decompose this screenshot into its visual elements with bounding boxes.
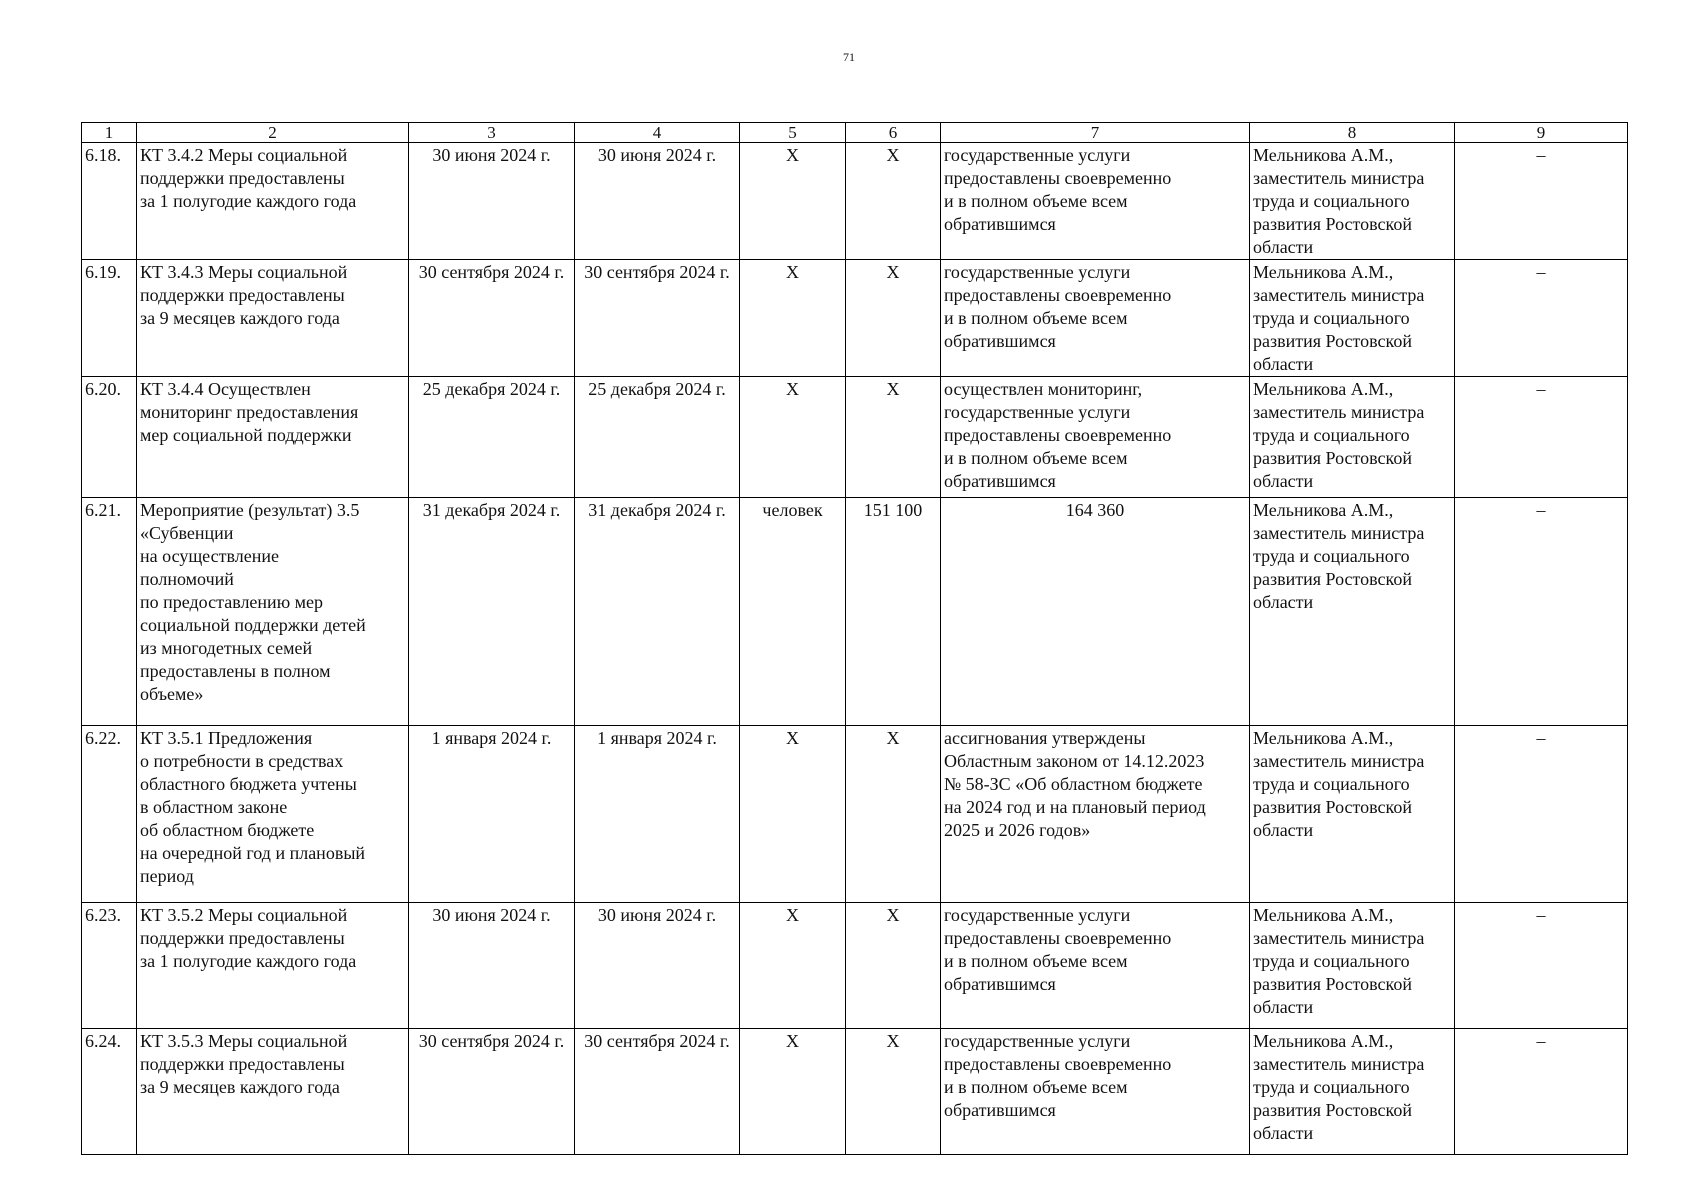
table-row [82, 1029, 1628, 1155]
responsible-line: области [1253, 354, 1314, 374]
plan-date: 30 сентября 2024 г. [409, 260, 575, 377]
responsible-line: области [1253, 997, 1314, 1017]
unit: X [740, 1029, 846, 1155]
row-number: 6.23. [82, 903, 137, 1029]
note: – [1455, 903, 1628, 1029]
desc-line: поддержки предоставлены [140, 928, 345, 948]
responsible-line: труда и социального [1253, 191, 1410, 211]
desc-line: предоставлены в полном [140, 661, 331, 681]
responsible-line: области [1253, 592, 1314, 612]
table-row [82, 498, 1628, 726]
unit: X [740, 726, 846, 903]
responsible-person [1250, 903, 1455, 1029]
responsible-line: труда и социального [1253, 425, 1410, 445]
desc-line: за 9 месяцев каждого года [140, 1077, 340, 1097]
desc-line: мер социальной поддержки [140, 425, 352, 445]
desc-line: в областном законе [140, 797, 288, 817]
result-line: государственные услуги [944, 905, 1131, 925]
responsible-line: Мельникова А.М., [1253, 1031, 1394, 1051]
responsible-line: труда и социального [1253, 308, 1410, 328]
actual-date: 1 января 2024 г. [575, 726, 740, 903]
responsible-line: развития Ростовской [1253, 214, 1412, 234]
responsible-line: развития Ростовской [1253, 1100, 1412, 1120]
responsible-line: заместитель министра [1253, 751, 1425, 771]
desc-line: по предоставлению мер [140, 592, 324, 612]
result-line: и в полном объеме всем [944, 308, 1128, 328]
responsible-line: развития Ростовской [1253, 331, 1412, 351]
planned-value: X [846, 726, 941, 903]
plan-table [81, 122, 1628, 1155]
actual-date: 30 июня 2024 г. [575, 143, 740, 260]
desc-line: полномочий [140, 569, 234, 589]
result-description [941, 903, 1250, 1029]
responsible-line: Мельникова А.М., [1253, 379, 1394, 399]
desc-line: «Субвенции [140, 523, 234, 543]
responsible-line: Мельникова А.М., [1253, 728, 1394, 748]
result-line: предоставлены своевременно [944, 425, 1172, 445]
desc-line: поддержки предоставлены [140, 1054, 345, 1074]
note: – [1455, 498, 1628, 726]
result-line: государственные услуги [944, 262, 1131, 282]
result-description [941, 377, 1250, 498]
result-line: и в полном объеме всем [944, 951, 1128, 971]
result-description [941, 143, 1250, 260]
column-number: 8 [1250, 123, 1455, 143]
responsible-person [1250, 260, 1455, 377]
column-number: 5 [740, 123, 846, 143]
result-line: государственные услуги [944, 402, 1131, 422]
unit: X [740, 377, 846, 498]
responsible-line: развития Ростовской [1253, 974, 1412, 994]
responsible-line: заместитель министра [1253, 285, 1425, 305]
responsible-line: области [1253, 1123, 1314, 1143]
responsible-line: заместитель министра [1253, 928, 1425, 948]
responsible-line: области [1253, 471, 1314, 491]
desc-line: об областном бюджете [140, 820, 315, 840]
desc-line: за 9 месяцев каждого года [140, 308, 340, 328]
responsible-person [1250, 1029, 1455, 1155]
plan-date: 30 сентября 2024 г. [409, 1029, 575, 1155]
plan-date: 30 июня 2024 г. [409, 903, 575, 1029]
desc-line: на очередной год и плановый [140, 843, 366, 863]
result-line: на 2024 год и на плановый период [944, 797, 1206, 817]
note: – [1455, 726, 1628, 903]
desc-line: КТ 3.5.2 Меры социальной [140, 905, 348, 925]
result-line: предоставлены своевременно [944, 168, 1172, 188]
unit: X [740, 903, 846, 1029]
desc-line: КТ 3.5.1 Предложения [140, 728, 313, 748]
desc-line: объеме» [140, 684, 204, 704]
actual-date: 30 сентября 2024 г. [575, 260, 740, 377]
responsible-line: развития Ростовской [1253, 569, 1412, 589]
responsible-line: области [1253, 237, 1314, 257]
planned-value: X [846, 260, 941, 377]
note: – [1455, 143, 1628, 260]
responsible-person [1250, 498, 1455, 726]
row-description [137, 498, 409, 726]
desc-line: областного бюджета учтены [140, 774, 357, 794]
responsible-line: заместитель министра [1253, 402, 1425, 422]
column-number: 6 [846, 123, 941, 143]
row-description [137, 726, 409, 903]
row-number: 6.19. [82, 260, 137, 377]
result-description [941, 726, 1250, 903]
result-line: обратившимся [944, 471, 1056, 491]
responsible-line: труда и социального [1253, 1077, 1410, 1097]
column-number-row [82, 123, 1628, 143]
responsible-line: Мельникова А.М., [1253, 500, 1394, 520]
column-number: 1 [82, 123, 137, 143]
desc-line: мониторинг предоставления [140, 402, 359, 422]
responsible-line: области [1253, 820, 1314, 840]
responsible-person [1250, 143, 1455, 260]
result-line: ассигнования утверждены [944, 728, 1146, 748]
table-row [82, 143, 1628, 260]
result-line: осуществлен мониторинг, [944, 379, 1143, 399]
row-description [137, 903, 409, 1029]
unit: X [740, 260, 846, 377]
actual-date: 25 декабря 2024 г. [575, 377, 740, 498]
desc-line: социальной поддержки детей [140, 615, 366, 635]
row-description [137, 143, 409, 260]
responsible-line: развития Ростовской [1253, 797, 1412, 817]
plan-date: 25 декабря 2024 г. [409, 377, 575, 498]
desc-line: поддержки предоставлены [140, 285, 345, 305]
table-row [82, 377, 1628, 498]
planned-value: 151 100 [846, 498, 941, 726]
desc-line: период [140, 866, 194, 886]
plan-date: 31 декабря 2024 г. [409, 498, 575, 726]
result-line: Областным законом от 14.12.2023 [944, 751, 1205, 771]
plan-date: 30 июня 2024 г. [409, 143, 575, 260]
result-line: предоставлены своевременно [944, 1054, 1172, 1074]
result-line: № 58-ЗС «Об областном бюджете [944, 774, 1203, 794]
desc-line: КТ 3.4.3 Меры социальной [140, 262, 348, 282]
column-number: 2 [137, 123, 409, 143]
responsible-line: Мельникова А.М., [1253, 262, 1394, 282]
result-line: государственные услуги [944, 1031, 1131, 1051]
result-line: обратившимся [944, 214, 1056, 234]
row-number: 6.24. [82, 1029, 137, 1155]
result-line: обратившимся [944, 974, 1056, 994]
result-description [941, 260, 1250, 377]
responsible-line: Мельникова А.М., [1253, 905, 1394, 925]
responsible-line: Мельникова А.М., [1253, 145, 1394, 165]
unit: человек [740, 498, 846, 726]
note: – [1455, 377, 1628, 498]
desc-line: из многодетных семей [140, 638, 313, 658]
row-number: 6.21. [82, 498, 137, 726]
responsible-line: труда и социального [1253, 774, 1410, 794]
planned-value: X [846, 903, 941, 1029]
row-number: 6.18. [82, 143, 137, 260]
result-line: предоставлены своевременно [944, 928, 1172, 948]
responsible-person [1250, 377, 1455, 498]
table-row [82, 903, 1628, 1029]
column-number: 9 [1455, 123, 1628, 143]
column-number: 3 [409, 123, 575, 143]
responsible-person [1250, 726, 1455, 903]
row-description [137, 260, 409, 377]
result-description [941, 1029, 1250, 1155]
result-value: 164 360 [941, 498, 1250, 726]
result-line: обратившимся [944, 1100, 1056, 1120]
desc-line: о потребности в средствах [140, 751, 344, 771]
responsible-line: заместитель министра [1253, 523, 1425, 543]
desc-line: КТ 3.4.4 Осуществлен [140, 379, 311, 399]
desc-line: поддержки предоставлены [140, 168, 345, 188]
desc-line: Мероприятие (результат) 3.5 [140, 500, 360, 520]
page-number: 71 [843, 50, 855, 64]
planned-value: X [846, 377, 941, 498]
table-row [82, 260, 1628, 377]
planned-value: X [846, 1029, 941, 1155]
result-line: и в полном объеме всем [944, 191, 1128, 211]
column-number: 7 [941, 123, 1250, 143]
actual-date: 30 сентября 2024 г. [575, 1029, 740, 1155]
desc-line: КТ 3.4.2 Меры социальной [140, 145, 348, 165]
unit: X [740, 143, 846, 260]
row-description [137, 377, 409, 498]
result-line: обратившимся [944, 331, 1056, 351]
desc-line: за 1 полугодие каждого года [140, 191, 357, 211]
desc-line: КТ 3.5.3 Меры социальной [140, 1031, 348, 1051]
desc-line: за 1 полугодие каждого года [140, 951, 357, 971]
column-number: 4 [575, 123, 740, 143]
actual-date: 31 декабря 2024 г. [575, 498, 740, 726]
row-number: 6.20. [82, 377, 137, 498]
result-line: 2025 и 2026 годов» [944, 820, 1091, 840]
desc-line: на осуществление [140, 546, 279, 566]
responsible-line: заместитель министра [1253, 1054, 1425, 1074]
row-number: 6.22. [82, 726, 137, 903]
result-line: и в полном объеме всем [944, 448, 1128, 468]
result-line: и в полном объеме всем [944, 1077, 1128, 1097]
responsible-line: труда и социального [1253, 951, 1410, 971]
responsible-line: труда и социального [1253, 546, 1410, 566]
responsible-line: развития Ростовской [1253, 448, 1412, 468]
planned-value: X [846, 143, 941, 260]
row-description [137, 1029, 409, 1155]
plan-date: 1 января 2024 г. [409, 726, 575, 903]
responsible-line: заместитель министра [1253, 168, 1425, 188]
note: – [1455, 260, 1628, 377]
result-line: предоставлены своевременно [944, 285, 1172, 305]
note: – [1455, 1029, 1628, 1155]
table-row [82, 726, 1628, 903]
actual-date: 30 июня 2024 г. [575, 903, 740, 1029]
result-line: государственные услуги [944, 145, 1131, 165]
